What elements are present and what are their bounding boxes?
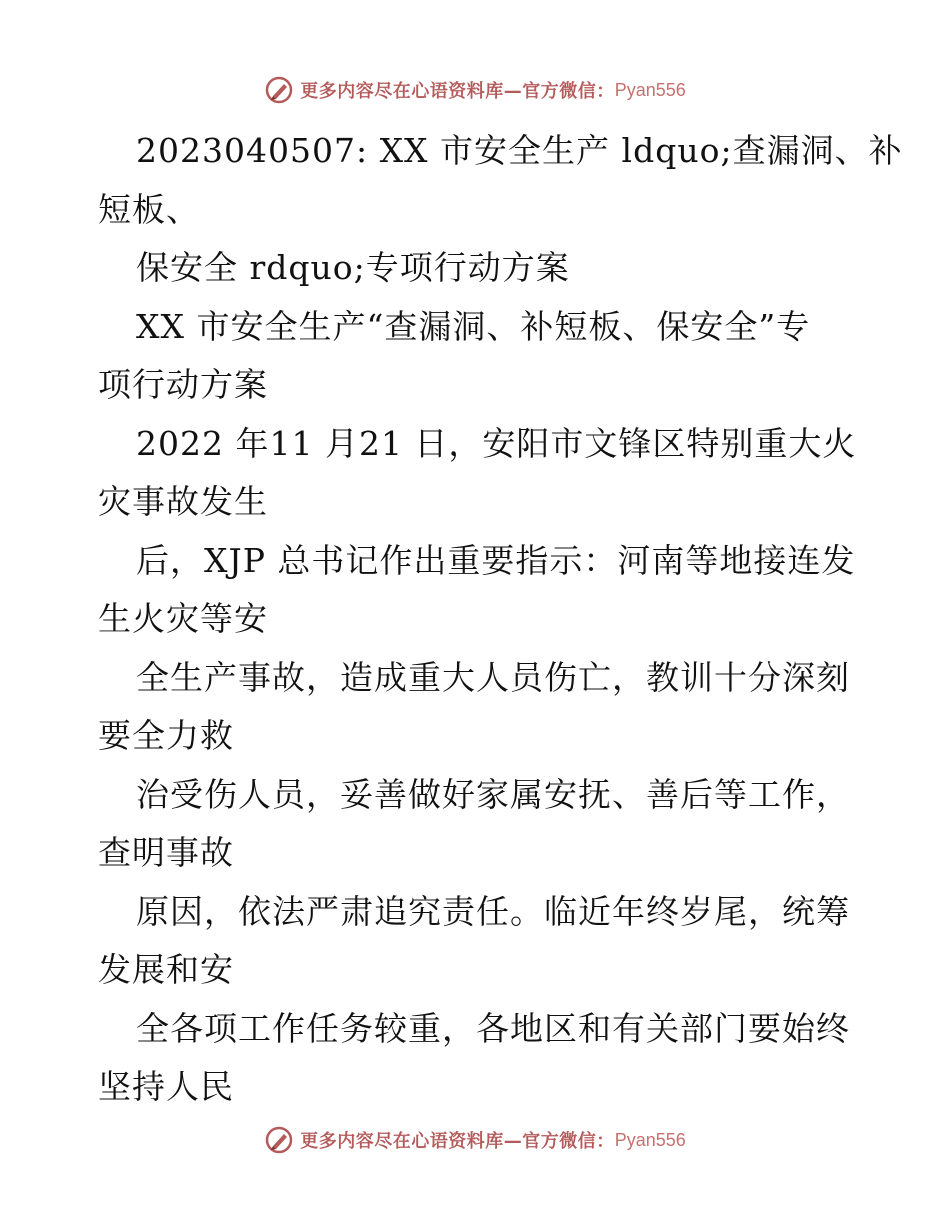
body-line: 查明事故 <box>98 833 234 872</box>
pen-logo-icon <box>264 1125 294 1155</box>
banner-wechat-account: Pyan556 <box>614 1129 686 1150</box>
pen-logo-icon <box>264 75 294 105</box>
body-line: 发展和安 <box>98 950 234 989</box>
body-line: 要全力救 <box>98 716 234 755</box>
body-line: 2023040507: XX 市安全生产 ldquo;查漏洞、补 <box>136 131 903 170</box>
document-body <box>98 122 903 1117</box>
body-line: 坚持人民 <box>98 1067 234 1106</box>
body-line: 治受伤人员，妥善做好家属安抚、善后等工作， <box>136 774 850 814</box>
body-line: 灾事故发生 <box>98 482 268 521</box>
body-line: 生火灾等安 <box>98 599 268 638</box>
header-banner <box>0 70 950 110</box>
body-line: 保安全 rdquo;专项行动方案 <box>136 248 570 287</box>
body-line: 原因，依法严肃追究责任。临近年终岁尾，统筹 <box>136 891 850 931</box>
body-line: 全各项工作任务较重，各地区和有关部门要始终 <box>136 1008 850 1048</box>
banner-slogan: 更多内容尽在心语资料库—官方微信： <box>300 81 615 102</box>
body-line: 全生产事故，造成重大人员伤亡，教训十分深刻 <box>136 657 850 697</box>
footer-banner <box>0 1120 950 1160</box>
body-line: 短板、 <box>98 189 200 229</box>
body-line: 2022 年11 月21 日，安阳市文锋区特别重大火 <box>136 423 857 463</box>
body-line: 项行动方案 <box>98 365 268 404</box>
body-line: XX 市安全生产“查漏洞、补短板、保安全”专 <box>136 306 811 346</box>
banner-wechat-account: Pyan556 <box>614 79 686 100</box>
banner-slogan: 更多内容尽在心语资料库—官方微信： <box>300 1131 615 1152</box>
body-line: 后，XJP 总书记作出重要指示：河南等地接连发 <box>136 540 856 580</box>
